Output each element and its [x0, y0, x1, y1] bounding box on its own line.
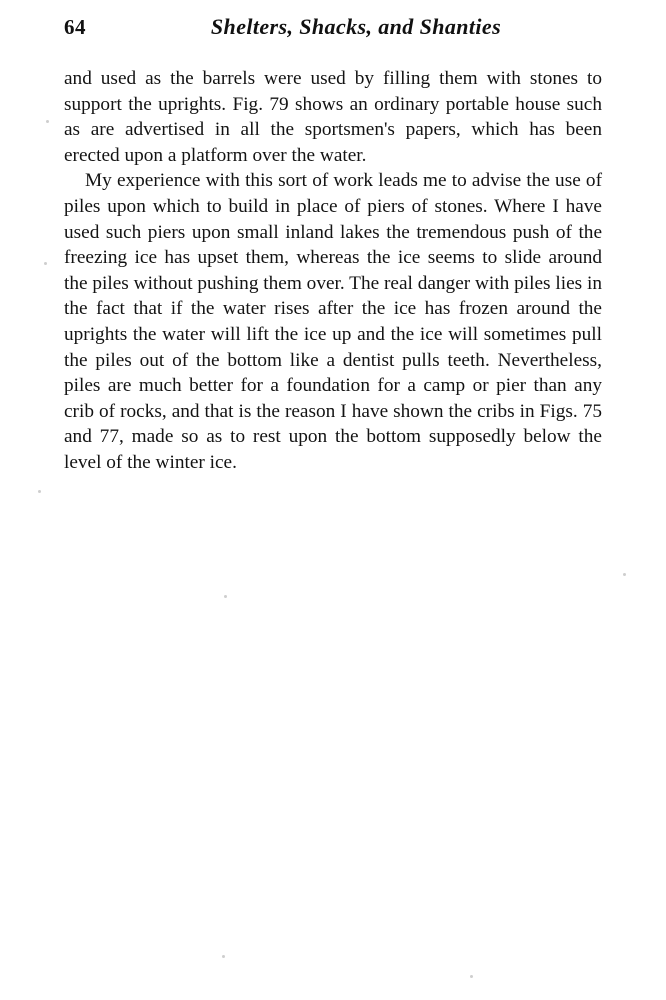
scan-speck: [46, 120, 49, 123]
scan-speck: [623, 573, 626, 576]
page-body: [64, 66, 602, 476]
paragraph: My experience with this sort of work leads me to advise the use of piles upon which to build in place of piers of stones. Where I have used such piers upon small inland lakes the tremendous push of the freezing ice has upset them, whereas the ice seems to slide around the piles without pushing them over. The real danger with piles lies in the fact that if the water rises after the ice has frozen around the uprights the water will lift the ice up and the ice will sometimes pull the piles out of the bottom like a dentist pulls teeth. Nevertheless, piles are much better for a foundation for a camp or pier than any crib of rocks, and that is the reason I have shown the cribs in Figs. 75 and 77, made so as to rest upon the bottom supposedly below the level of the winter ice.: [64, 170, 602, 473]
running-title: Shelters, Shacks, and Shanties: [210, 14, 502, 39]
scan-speck: [470, 975, 473, 978]
scan-speck: [224, 595, 227, 598]
scan-speck: [38, 490, 41, 493]
page-header: [64, 14, 602, 48]
scan-speck: [222, 955, 225, 958]
paragraph: and used as the barrels were used by filling them with stones to support the uprights. Fig. 79 shows an ordinary portable house such as are advertised in all the sportsmen's papers, which has been erected upon a platform over the water.: [64, 68, 602, 166]
scan-speck: [44, 262, 47, 265]
page-number: 64: [64, 15, 86, 39]
